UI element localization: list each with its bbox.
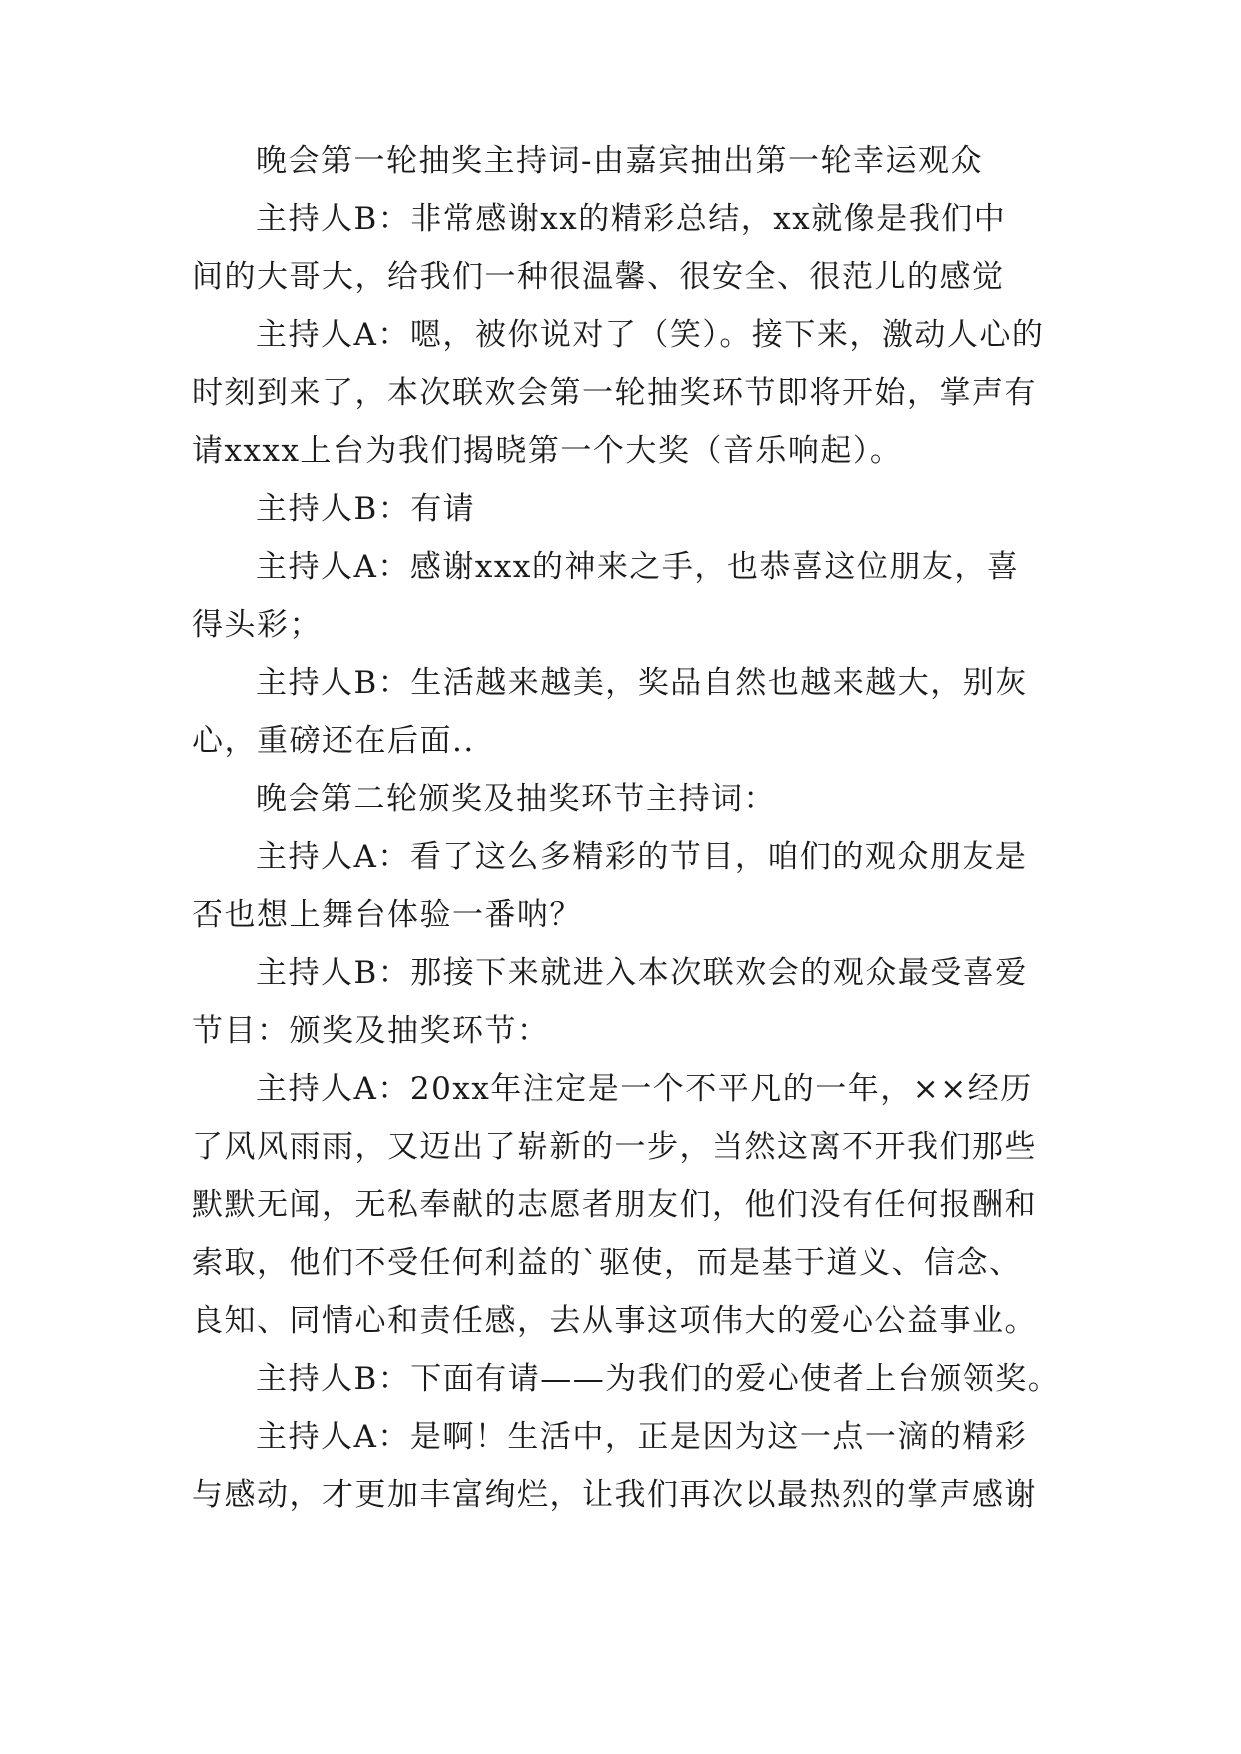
text-line: 主持人A：看了这么多精彩的节目，咱们的观众朋友是 bbox=[256, 839, 1028, 875]
text-line: 节目：颁奖及抽奖环节： bbox=[192, 1013, 550, 1049]
text-line: 请xxxx上台为我们揭晓第一个大奖（音乐响起）。 bbox=[192, 433, 903, 469]
text-line: 主持人A：嗯，被你说对了（笑）。接下来，激动人心的 bbox=[256, 317, 1045, 353]
text-line: 间的大哥大，给我们一种很温馨、很安全、很范儿的感觉 bbox=[192, 259, 1005, 295]
text-line: 晚会第二轮颁奖及抽奖环节主持词： bbox=[256, 781, 776, 817]
text-line: 主持人B：生活越来越美，奖品自然也越来越大，别灰 bbox=[256, 665, 1028, 701]
text-line: 主持人B：下面有请——为我们的爱心使者上台颁领奖。 bbox=[256, 1361, 1061, 1397]
text-line: 心，重磅还在后面.. bbox=[192, 723, 475, 759]
text-line: 主持人B：非常感谢xx的精彩总结，xx就像是我们中 bbox=[256, 201, 1007, 237]
text-line: 主持人A：是啊！生活中，正是因为这一点一滴的精彩 bbox=[256, 1419, 1028, 1455]
text-line: 得头彩； bbox=[192, 607, 322, 643]
text-line: 索取，他们不受任何利益的`驱使，而是基于道义、信念、 bbox=[192, 1245, 1022, 1281]
text-line: 晚会第一轮抽奖主持词-由嘉宾抽出第一轮幸运观众 bbox=[256, 143, 983, 179]
text-line: 主持人A：20xx年注定是一个不平凡的一年，××经历 bbox=[256, 1071, 1033, 1107]
text-line: 时刻到来了，本次联欢会第一轮抽奖环节即将开始，掌声有 bbox=[192, 375, 1037, 411]
text-line: 默默无闻，无私奉献的志愿者朋友们，他们没有任何报酬和 bbox=[192, 1187, 1037, 1223]
text-line: 主持人B：有请 bbox=[256, 491, 476, 527]
text-line: 主持人B：那接下来就进入本次联欢会的观众最受喜爱 bbox=[256, 955, 1028, 991]
text-line: 否也想上舞台体验一番呐？ bbox=[192, 897, 582, 933]
text-line: 良知、同情心和责任感，去从事这项伟大的爱心公益事业。 bbox=[192, 1303, 1037, 1339]
text-line: 了风风雨雨，又迈出了崭新的一步，当然这离不开我们那些 bbox=[192, 1129, 1037, 1165]
text-line: 与感动，才更加丰富绚烂，让我们再次以最热烈的掌声感谢 bbox=[192, 1477, 1037, 1513]
text-line: 主持人A：感谢xxx的神来之手，也恭喜这位朋友，喜 bbox=[256, 549, 1020, 585]
